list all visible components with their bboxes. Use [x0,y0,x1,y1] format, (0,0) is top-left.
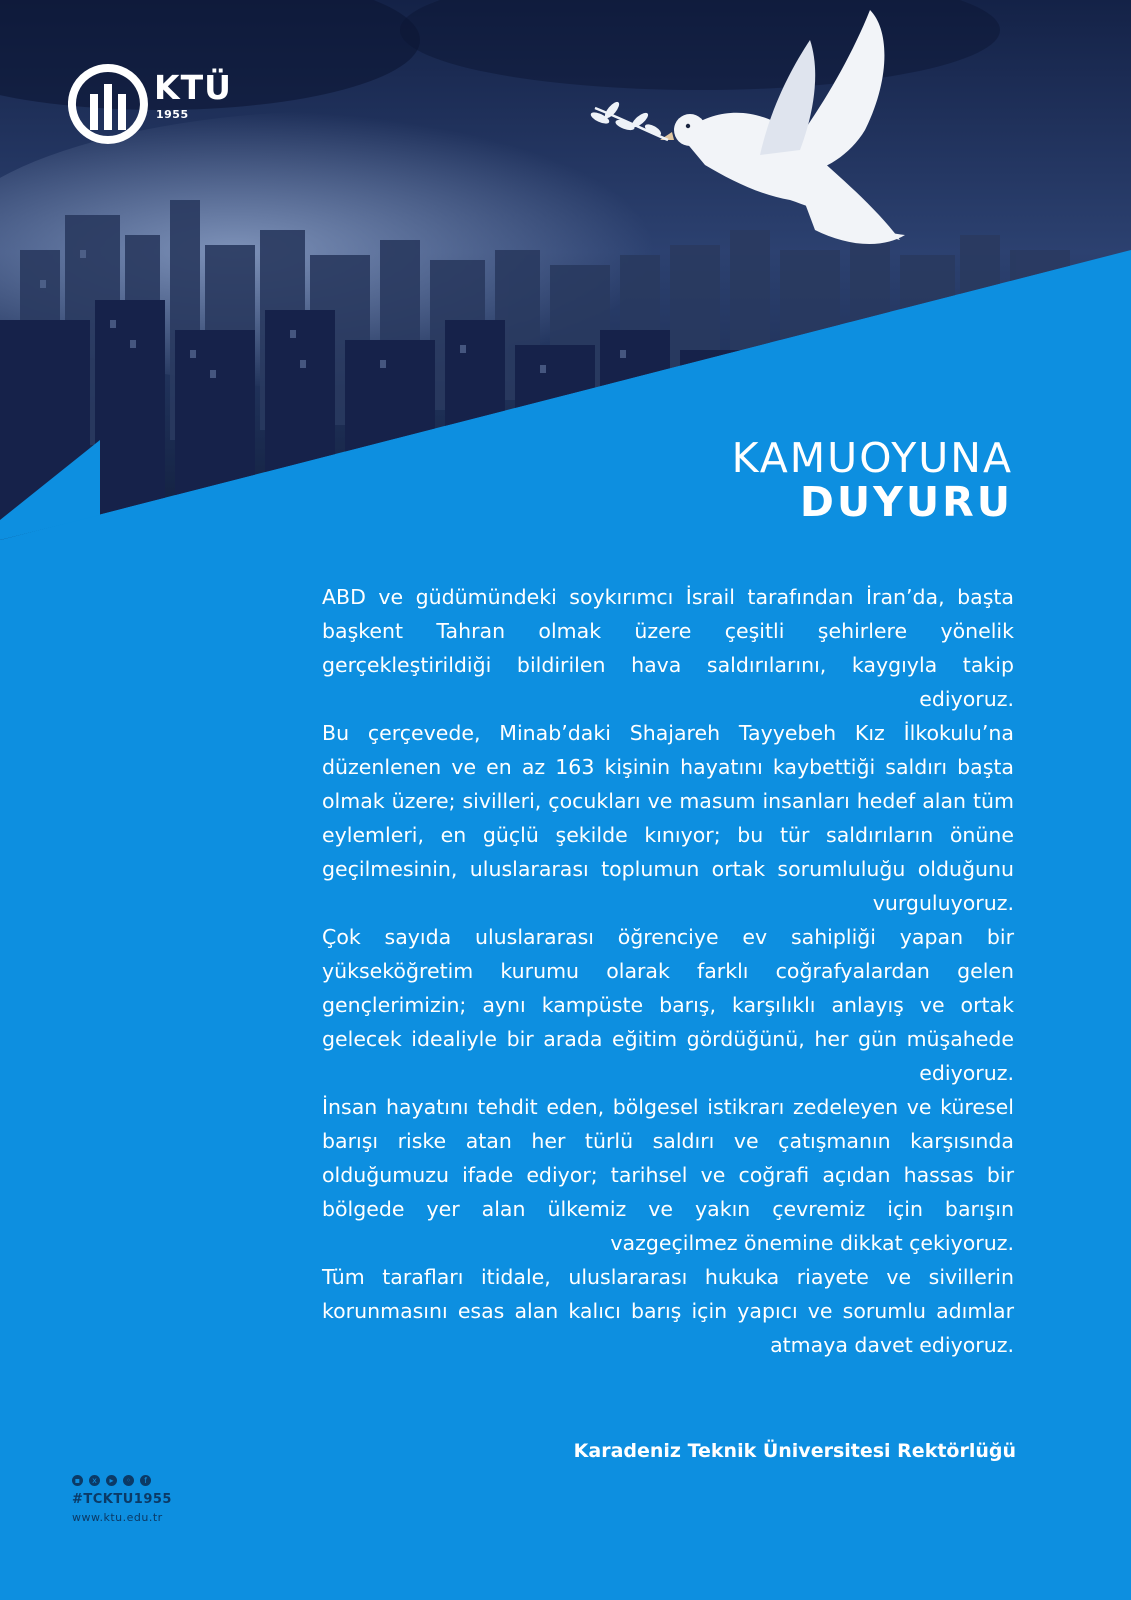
paragraph-5: Tüm tarafları itidale, uluslararası hukuka riayete ve sivillerin korunmasını esas alan kalıcı barış için yapıcı ve sorumlu adımlar atmaya davet ediyoruz. [322,1265,1014,1357]
title-line-2: DUYURU [799,478,1013,526]
paragraph-1: ABD ve güdümündeki soykırımcı İsrail tarafından İran’da, başta başkent Tahran olmak üzere çeşitli şehirlere yönelik gerçekleştirildiği bildirilen hava saldırılarını, kaygıyla takip ediyoruz. [322,585,1014,711]
facebook-icon[interactable]: f [140,1475,151,1486]
social-links [72,1475,172,1486]
website-link[interactable]: www.ktu.edu.tr [72,1511,163,1524]
play-icon[interactable]: ▸ [106,1475,117,1486]
instagram-icon[interactable]: ◦ [123,1475,134,1486]
announcement-body [322,580,1014,1362]
hashtag[interactable]: #TCKTU1955 [72,1492,172,1507]
title-line-1: KAMUOYUNA [731,434,1013,482]
page-title [732,436,1013,524]
footer [72,1475,172,1524]
paragraph-2: Bu çerçevede, Minab’daki Shajareh Tayyebeh Kız İlkokulu’na düzenlenen ve en az 163 kişinin hayatını kaybettiği saldırı başta olmak üzere; sivilleri, çocukları ve masum insanları hedef alan tüm eylemleri, en güçlü şekilde kınıyor; bu tür saldırıların önüne geçilmesinin, uluslararası toplumun ortak sorumluluğu olduğunu vurguluyoruz. [322,721,1014,915]
youtube-icon[interactable]: ▪ [72,1475,83,1486]
logo-year: 1955 [156,108,189,121]
logo-name: KTÜ [154,68,232,107]
signature: Karadeniz Teknik Üniversitesi Rektörlüğü [573,1440,1016,1462]
ktu-logo[interactable] [68,64,258,144]
ktu-emblem-icon [68,64,148,144]
x-icon[interactable]: x [89,1475,100,1486]
paragraph-3: Çok sayıda uluslararası öğrenciye ev sahipliği yapan bir yükseköğretim kurumu olarak farklı coğrafyalardan gelen gençlerimizin; aynı kampüste barış, karşılıklı anlayış ve ortak gelecek idealiyle bir arada eğitim gördüğünü, her gün müşahede ediyoruz. [322,925,1014,1085]
paragraph-4: İnsan hayatını tehdit eden, bölgesel istikrarı zedeleyen ve küresel barışı riske atan her türlü saldırı ve çatışmanın karşısında olduğumuzu ifade ediyor; tarihsel ve coğrafi açıdan hassas bir bölgede yer alan ülkemiz ve yakın çevremiz için barışın vazgeçilmez önemine dikkat çekiyoruz. [322,1095,1014,1255]
